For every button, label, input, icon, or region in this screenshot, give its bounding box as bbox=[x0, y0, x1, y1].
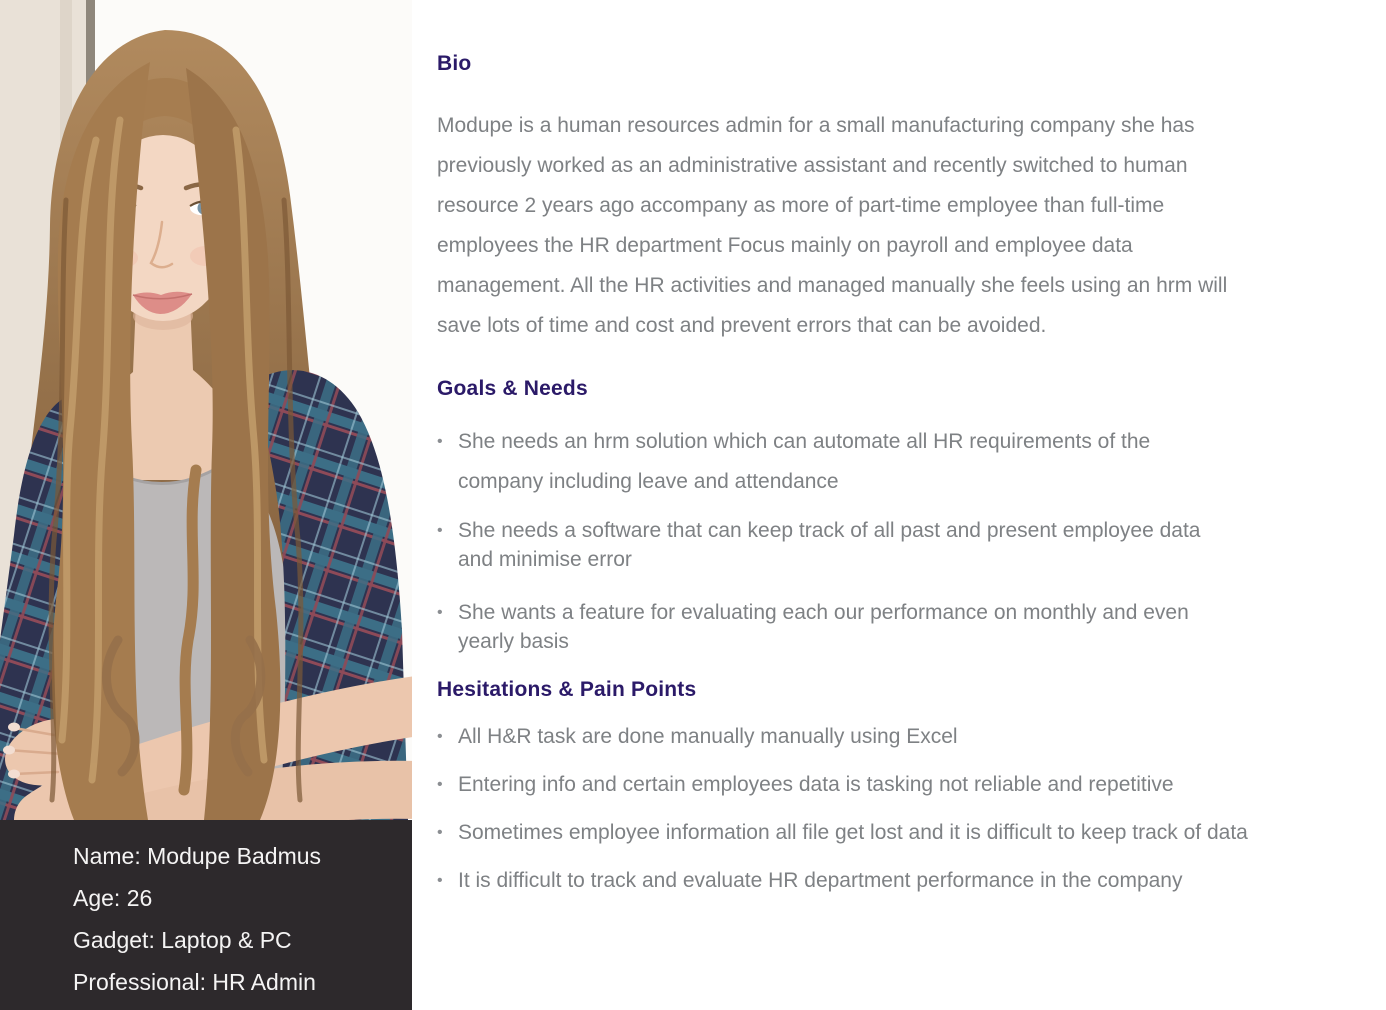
bullet-icon: • bbox=[437, 433, 443, 450]
goal-bullet-line: She needs a software that can keep track of all past and present employee data bbox=[458, 519, 1201, 542]
goals-heading: Goals & Needs bbox=[437, 377, 588, 400]
goal-bullet bbox=[437, 422, 1386, 502]
bullet-icon: • bbox=[437, 872, 443, 889]
woman-portrait-illustration bbox=[0, 0, 412, 820]
goals-bullet-list bbox=[437, 422, 1386, 656]
pain-bullet bbox=[437, 771, 1386, 799]
left-column bbox=[0, 0, 412, 1010]
info-line-professional: Professional: HR Admin bbox=[73, 969, 316, 995]
bio-line: management. All the HR activities and managed manually she feels using an hrm will bbox=[437, 274, 1228, 297]
goal-bullet-line: She needs an hrm solution which can automate all HR requirements of the bbox=[458, 430, 1151, 453]
goal-bullet bbox=[437, 598, 1386, 656]
bullet-icon: • bbox=[437, 824, 443, 841]
pain-bullet-line: All H&R task are done manually manually using Excel bbox=[458, 725, 958, 748]
pain-bullet bbox=[437, 819, 1386, 847]
bio-heading: Bio bbox=[437, 52, 472, 75]
goals-section bbox=[437, 377, 1386, 656]
bio-section bbox=[437, 52, 1386, 346]
goal-bullet-line: She wants a feature for evaluating each our performance on monthly and even bbox=[458, 601, 1189, 624]
pain-bullet bbox=[437, 723, 1386, 751]
bio-line: previously worked as an administrative assistant and recently switched to human bbox=[437, 154, 1188, 177]
goal-bullet bbox=[437, 516, 1386, 574]
goal-bullet-line: yearly basis bbox=[458, 630, 569, 653]
bio-line: save lots of time and cost and prevent errors that can be avoided. bbox=[437, 314, 1047, 337]
pain-points-section bbox=[437, 678, 1386, 895]
bio-paragraph bbox=[437, 106, 1386, 346]
pain-points-heading: Hesitations & Pain Points bbox=[437, 678, 697, 701]
goal-bullet-line: and minimise error bbox=[458, 548, 632, 571]
info-line-gadget: Gadget: Laptop & PC bbox=[73, 927, 292, 953]
bio-line: Modupe is a human resources admin for a small manufacturing company she has bbox=[437, 114, 1195, 137]
info-line-name: Name: Modupe Badmus bbox=[73, 843, 322, 869]
bullet-icon: • bbox=[437, 728, 443, 745]
info-line-age: Age: 26 bbox=[73, 885, 153, 911]
info-panel bbox=[0, 820, 412, 1010]
pain-bullet-line: It is difficult to track and evaluate HR department performance in the company bbox=[458, 869, 1183, 892]
bullet-icon: • bbox=[437, 604, 443, 621]
goal-bullet-line: company including leave and attendance bbox=[458, 470, 839, 493]
bio-line: employees the HR department Focus mainly on payroll and employee data bbox=[437, 234, 1133, 257]
pain-bullet bbox=[437, 867, 1386, 895]
pain-bullet-line: Sometimes employee information all file get lost and it is difficult to keep track of data bbox=[458, 821, 1248, 844]
content-column bbox=[412, 0, 1386, 1010]
pain-bullet-line: Entering info and certain employees data is tasking not reliable and repetitive bbox=[458, 773, 1174, 796]
pain-bullet-list bbox=[437, 723, 1386, 895]
bullet-icon: • bbox=[437, 776, 443, 793]
bullet-icon: • bbox=[437, 522, 443, 539]
portrait-photo bbox=[0, 0, 412, 820]
bio-line: resource 2 years ago accompany as more of part-time employee than full-time bbox=[437, 194, 1165, 217]
